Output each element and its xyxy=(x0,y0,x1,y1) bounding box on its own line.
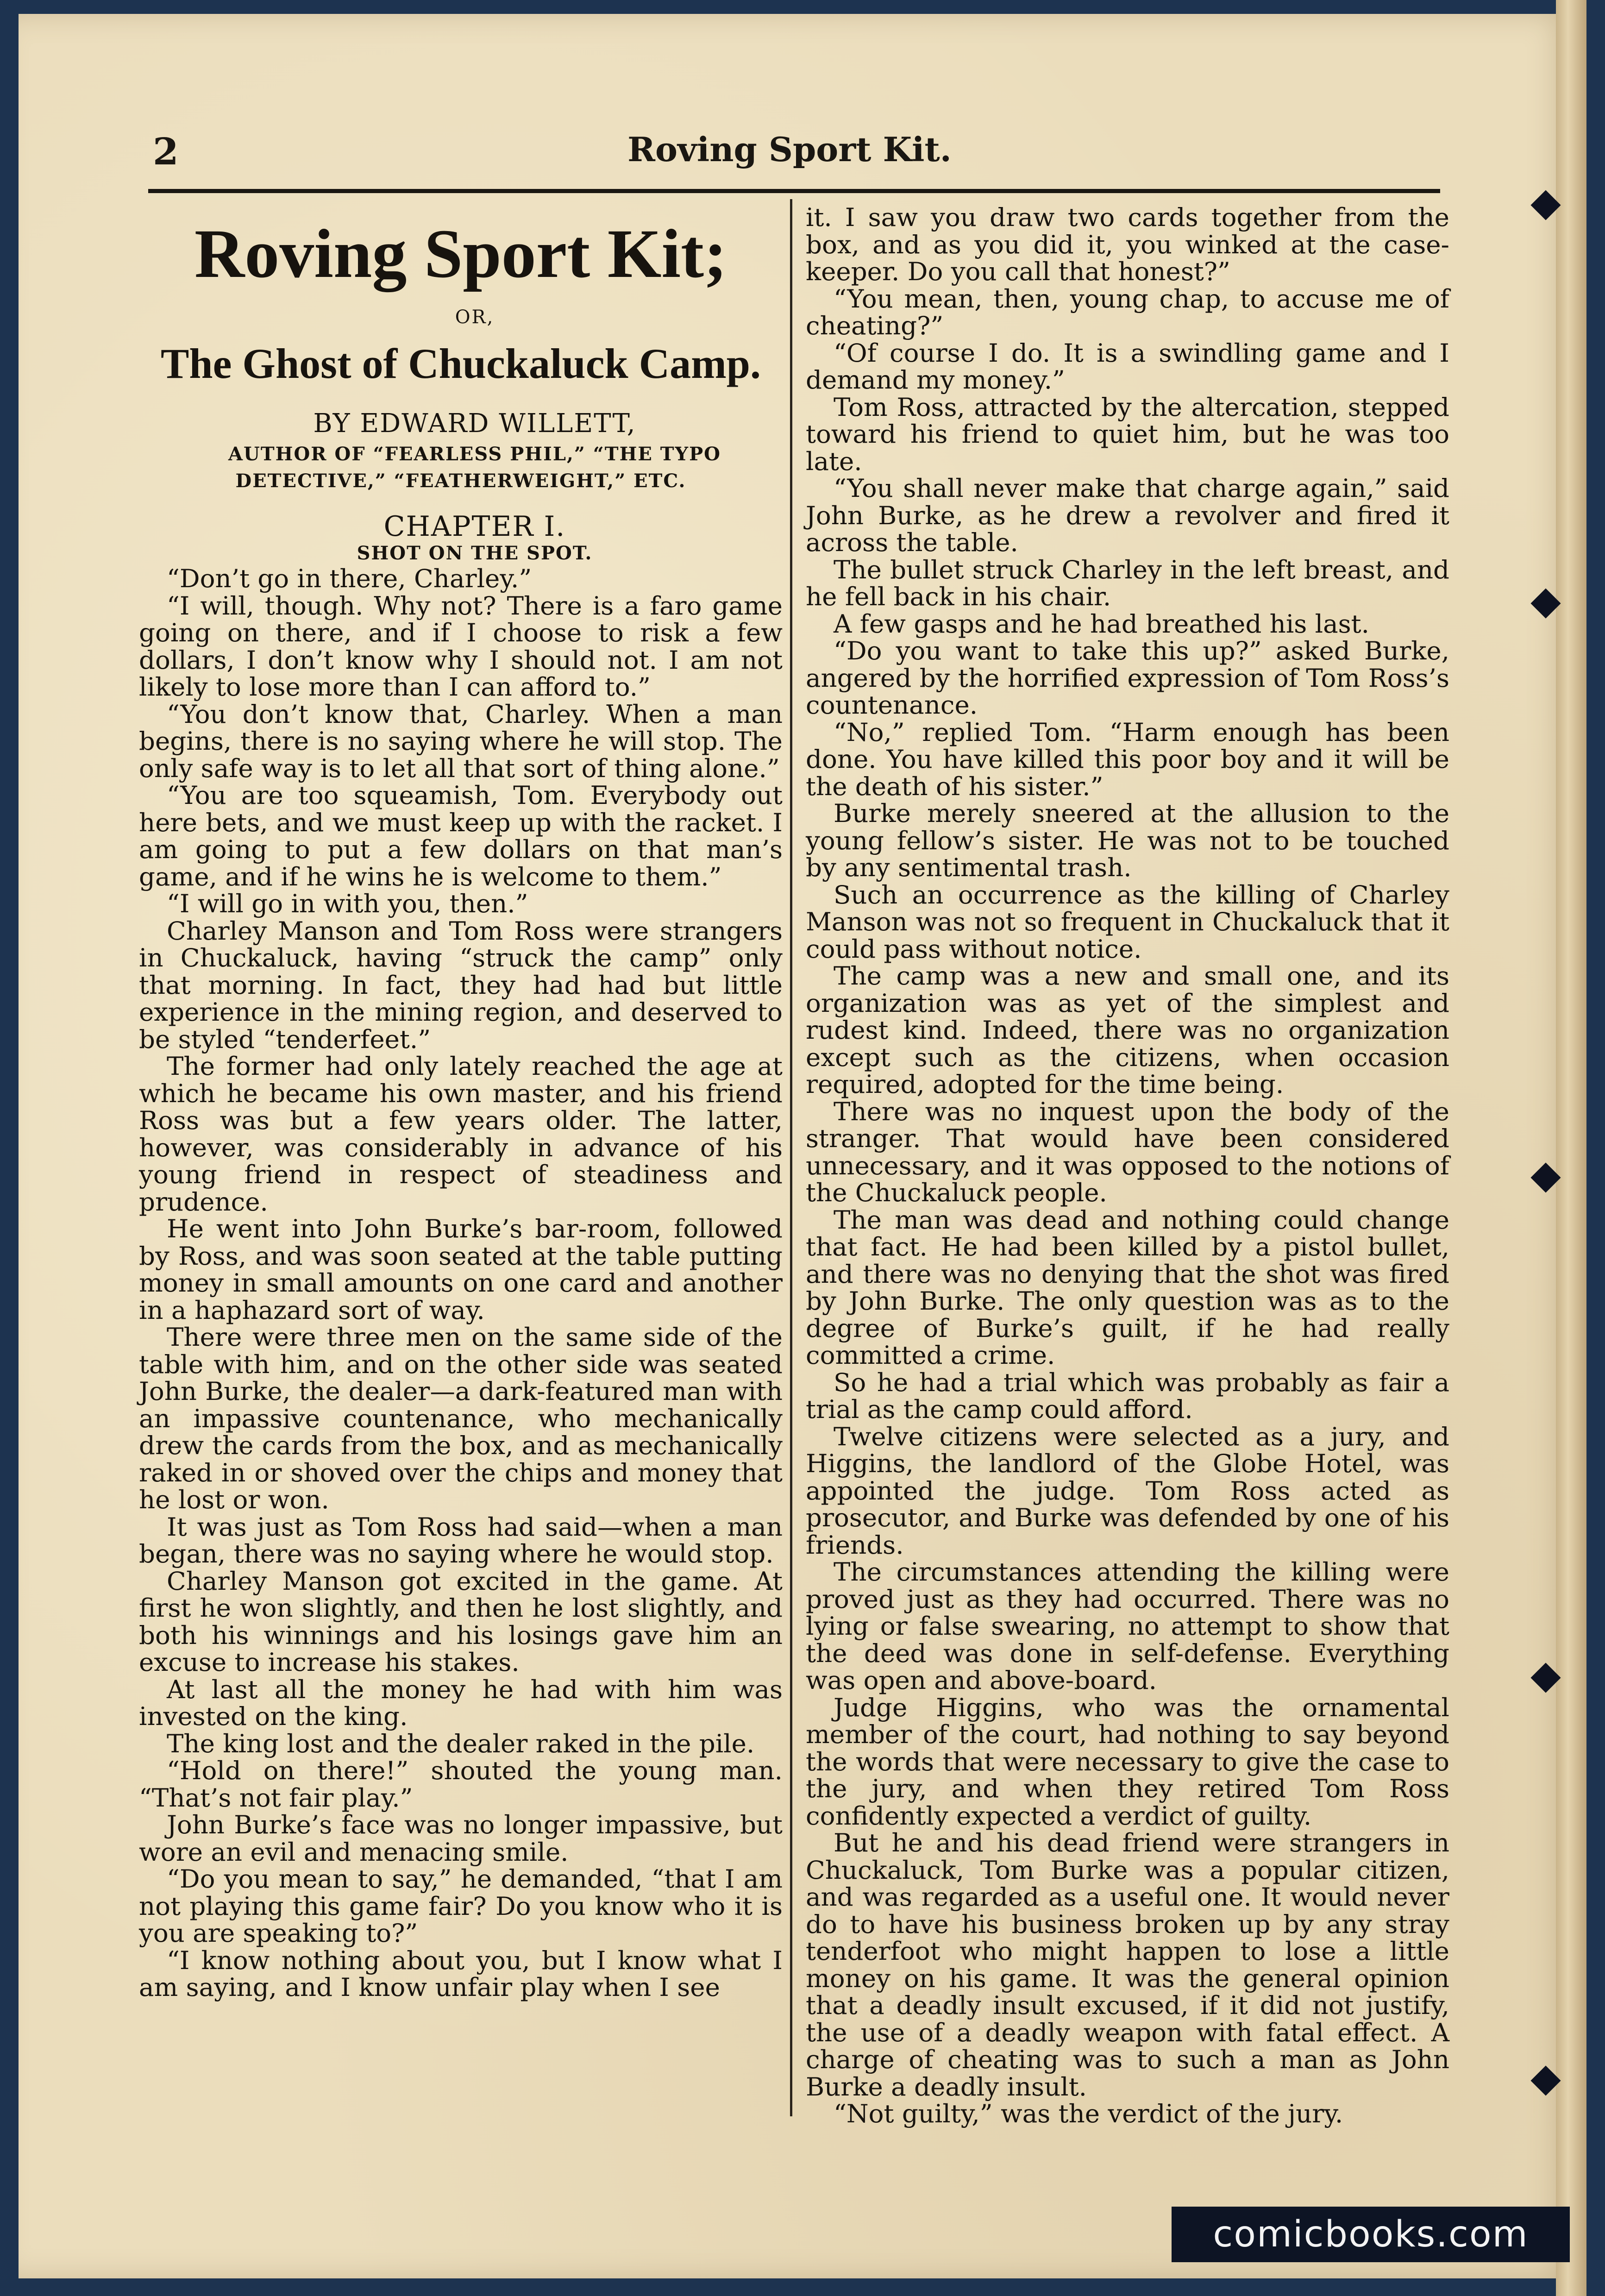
paragraph: The man was dead and nothing could change that fact. He had been killed by a pistol bullet, and there was no denying that the shot was fired by John Burke. The only question was as to the degree of Burke’s guilt, if he had really committed a crime. xyxy=(806,1204,1449,1370)
chapter-heading: CHAPTER I. xyxy=(383,510,566,543)
paragraph: Charley Manson and Tom Ross were strangers in Chuckaluck, having “struck the camp” only that morning. In fact, they had had but little experience in the mining region, and deserved to be styled “tenderfeet.” xyxy=(139,916,783,1054)
running-title: Roving Sport Kit. xyxy=(627,130,952,169)
binding-spine xyxy=(1556,0,1586,2296)
story-title: Roving Sport Kit; xyxy=(194,215,727,292)
paragraph: At last all the money he had with him was invested on the king. xyxy=(139,1674,783,1731)
byline: BY EDWARD WILLETT, xyxy=(313,408,636,439)
paragraph: But he and his dead friend were strangers in Chuckaluck, Tom Burke was a popular citizen, and was regarded as a useful one. It would never do to have his business broken up by any stray tenderfoot who might happen to lose a little money on his game. It was the general opinion that a deadly insult excused, if it did not justify, the use of a deadly weapon with fatal effect. A charge of cheating was to such a man as John Burke a deadly insult. xyxy=(806,1828,1449,2102)
left-column xyxy=(139,204,783,2001)
paragraph: “Do you want to take this up?” asked Burke, angered by the horrified expression of Tom Ross’s countenance. xyxy=(806,636,1449,720)
left-column-body xyxy=(139,565,783,2001)
paragraph: Such an occurrence as the killing of Charley Manson was not so frequent in Chuckaluck that it could pass without notice. xyxy=(806,879,1449,964)
paragraph: He went into John Burke’s bar-room, followed by Ross, and was soon seated at the table putting money in small amounts on one card and another in a haphazard sort of way. xyxy=(139,1214,783,1325)
chapter-subtitle: SHOT ON THE SPOT. xyxy=(357,542,593,564)
paragraph: It was just as Tom Ross had said—when a man began, there was no saying where he would stop. xyxy=(139,1512,783,1568)
paragraph: “You don’t know that, Charley. When a man begins, there is no saying where he will stop. The only safe way is to let all that sort of thing alone.” xyxy=(139,699,783,783)
paragraph: The king lost and the dealer raked in the pile. xyxy=(167,1728,755,1758)
paragraph: “You mean, then, young chap, to accuse me of cheating?” xyxy=(806,283,1449,340)
paragraph: it. I saw you draw two cards together from the box, and as you did it, you winked at the case-keeper. Do you call that honest?” xyxy=(806,202,1449,286)
paragraph: “Do you mean to say,” he demanded, “that I am not playing this game fair? Do you know who it is you are speaking to?” xyxy=(139,1864,783,1948)
paragraph: “You shall never make that charge again,” said John Burke, as he drew a revolver and fired it across the table. xyxy=(806,473,1449,557)
paragraph: There was no inquest upon the body of the stranger. That would have been considered unnecessary, and it was opposed to the notions of the Chuckaluck people. xyxy=(806,1096,1449,1207)
paragraph: John Burke’s face was no longer impassive, but wore an evil and menacing smile. xyxy=(139,1810,783,1867)
paragraph: “Of course I do. It is a swindling game and I demand my money.” xyxy=(806,338,1449,395)
paragraph: “No,” replied Tom. “Harm enough has been done. You have killed this poor boy and it will be the death of his sister.” xyxy=(806,717,1449,801)
author-credits: AUTHOR OF “FEARLESS PHIL,” “THE TYPO DETECTIVE,” “FEATHERWEIGHT,” ETC. xyxy=(228,443,721,492)
column-divider xyxy=(790,199,792,2116)
paragraph: The camp was a new and small one, and its organization was as yet of the simplest and rudest kind. Indeed, there was no organization except such as the citizens, when occasion required, adopted for the time being. xyxy=(806,961,1449,1099)
paragraph: “Not guilty,” was the verdict of the jury. xyxy=(834,2099,1343,2128)
title-or: OR, xyxy=(455,307,495,328)
paragraph: “You are too squeamish, Tom. Everybody out here bets, and we must keep up with the racket. I am going to put a few dollars on that man’s game, and if he wins he is welcome to them.” xyxy=(139,780,783,891)
paragraph: “Don’t go in there, Charley.” xyxy=(167,564,532,593)
paragraph: Twelve citizens were selected as a jury, and Higgins, the landlord of the Globe Hotel, was appointed the judge. Tom Ross acted as prosecutor, and Burke was defended by one of his friends. xyxy=(806,1421,1449,1560)
page-number: 2 xyxy=(153,130,179,173)
paragraph: The bullet struck Charley in the left breast, and he fell back in his chair. xyxy=(806,554,1449,611)
paragraph: “I will, though. Why not? There is a faro game going on there, and if I choose to risk a few dollars, I don’t know why I should not. I am not likely to lose more than I can afford to.” xyxy=(139,590,783,702)
paragraph: The circumstances attending the killing were proved just as they had occurred. There was no lying or false swearing, no attempt to show that the deed was done in self-defense. Everything was open and above-board. xyxy=(806,1557,1449,1695)
paragraph: So he had a trial which was probably as fair a trial as the camp could afford. xyxy=(806,1367,1449,1424)
right-column xyxy=(806,204,1449,2127)
paragraph: The former had only lately reached the age at which he became his own master, and his friend Ross was but a few years older. The latter, however, was considerably in advance of his young friend in respect of steadiness and prudence. xyxy=(139,1051,783,1217)
paragraph: Charley Manson got excited in the game. At first he won slightly, and then he lost slightly, and both his winnings and his losings gave him an excuse to increase his stakes. xyxy=(139,1566,783,1677)
right-column-body xyxy=(806,204,1449,2127)
page-header xyxy=(134,120,1445,171)
paragraph: Judge Higgins, who was the ornamental member of the court, had nothing to say beyond the words that were necessary to give the case to the jury, and when they retired Tom Ross confidently expected a verdict of guilty. xyxy=(806,1692,1449,1831)
paragraph: “I will go in with you, then.” xyxy=(167,889,528,918)
paragraph: “I know nothing about you, but I know what I am saying, and I know unfair play when I see xyxy=(139,1945,783,2002)
paragraph: A few gasps and he had breathed his last. xyxy=(834,609,1369,639)
paragraph: There were three men on the same side of the table with him, and on the other side was seated John Burke, the dealer—a dark-featured man with an impassive countenance, who mechanically drew the cards from the box, and as mechanically raked in or shoved over the chips and money that he lost or won. xyxy=(139,1322,783,1514)
paragraph: Tom Ross, attracted by the altercation, stepped toward his friend to quiet him, but he was too late. xyxy=(806,392,1449,476)
paragraph: “Hold on there!” shouted the young man. “That’s not fair play.” xyxy=(139,1756,783,1813)
header-rule xyxy=(148,189,1440,193)
story-subtitle: The Ghost of Chuckaluck Camp. xyxy=(161,340,761,387)
watermark: comicbooks.com xyxy=(1172,2207,1570,2262)
paragraph: Burke merely sneered at the allusion to the young fellow’s sister. He was not to be touched by any sentimental trash. xyxy=(806,798,1449,882)
